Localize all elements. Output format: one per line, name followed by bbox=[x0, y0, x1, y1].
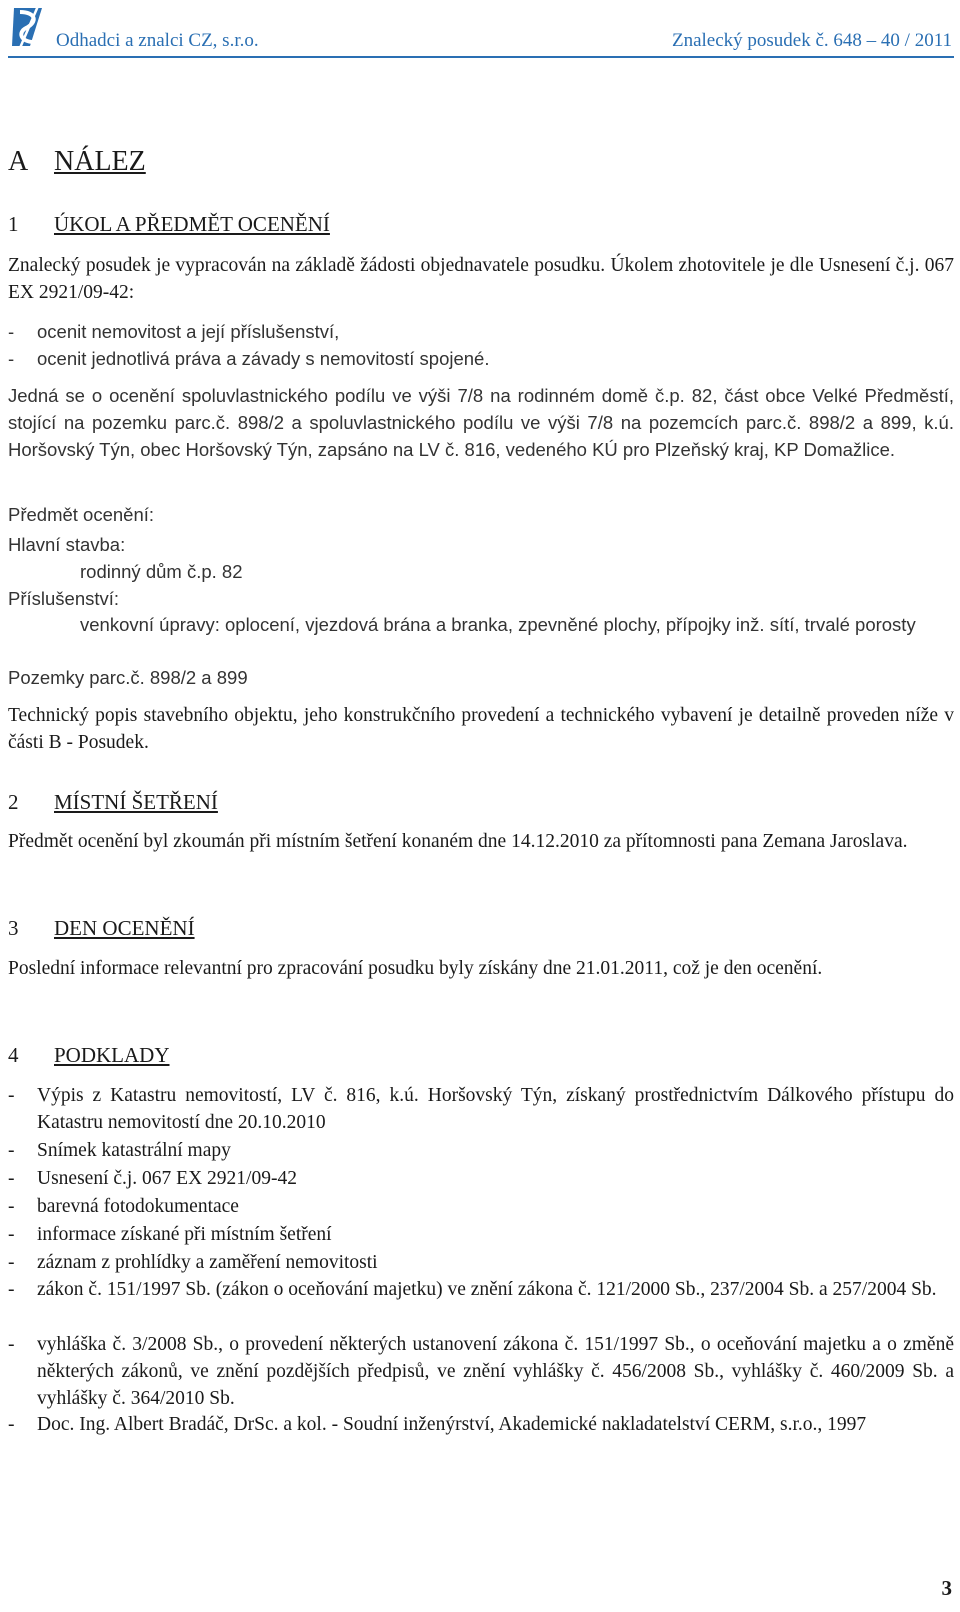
source-item-text: zákon č. 151/1997 Sb. (zákon o oceňování majetku) ve znění zákona č. 121/2000 Sb., 237/2004 Sb. a 257/2004 Sb. bbox=[37, 1279, 937, 1300]
accessories-label: Příslušenství: bbox=[8, 588, 120, 609]
source-item-text: informace získané při místním šetření bbox=[37, 1224, 332, 1245]
bullet-dash: - bbox=[8, 1252, 15, 1273]
heading-4 bbox=[8, 1043, 170, 1068]
bullet-dash: - bbox=[8, 1140, 15, 1161]
accessories-item: venkovní úpravy: oplocení, vjezdová brána a branka, zpevněné plochy, přípojky inž. sítí, trvalé porosty bbox=[80, 614, 916, 635]
bullet-dash: - bbox=[8, 1279, 15, 1300]
source-item-text: Snímek katastrální mapy bbox=[37, 1140, 231, 1161]
subject-label: Předmět ocenění: bbox=[8, 504, 155, 525]
heading-4-number: 4 bbox=[8, 1043, 19, 1067]
source-item bbox=[8, 1193, 954, 1220]
page-number: 3 bbox=[941, 1576, 952, 1600]
section-letter: A bbox=[8, 146, 29, 177]
bullet-dash: - bbox=[8, 1414, 15, 1435]
heading-2-number: 2 bbox=[8, 790, 19, 814]
bullet-dash: - bbox=[8, 321, 15, 342]
header-report-number: Znalecký posudek č. 648 – 40 / 2011 bbox=[671, 30, 952, 51]
header-company: Odhadci a znalci CZ, s.r.o. bbox=[56, 30, 259, 51]
bullet-dash: - bbox=[8, 1334, 15, 1355]
heading-2-title: MÍSTNÍ ŠETŘENÍ bbox=[54, 790, 218, 814]
source-item-text: Výpis z Katastru nemovitostí, LV č. 816, k.ú. Horšovský Týn, získaný prostřednictvím Dálkového přístupu do Katastru nemovitostí dne 20.10.2010 bbox=[37, 1085, 954, 1133]
header-divider bbox=[8, 56, 954, 58]
heading-1-number: 1 bbox=[8, 212, 19, 236]
section-heading bbox=[8, 146, 146, 178]
source-item-text: barevná fotodokumentace bbox=[37, 1196, 239, 1217]
bullet-dash: - bbox=[8, 1196, 15, 1217]
heading-1 bbox=[8, 212, 330, 237]
land-line: Pozemky parc.č. 898/2 a 899 bbox=[8, 667, 248, 688]
s1-intro: Znalecký posudek je vypracován na základě žádosti objednavatele posudku. Úkolem zhotovitele je dle Usnesení č.j. 067 EX 2921/09-42: bbox=[8, 255, 954, 303]
technical-note: Technický popis stavebního objektu, jeho konstrukčního provedení a technického vybavení je detailně proveden níže v části B - Posudek. bbox=[8, 705, 954, 753]
s1-bullet bbox=[8, 318, 954, 345]
source-item bbox=[8, 1276, 954, 1303]
bullet-dash: - bbox=[8, 1168, 15, 1189]
source-item bbox=[8, 1082, 954, 1136]
s2-text: Předmět ocenění byl zkoumán při místním šetření konaném dne 14.12.2010 za přítomnosti pana Zemana Jaroslava. bbox=[8, 831, 908, 852]
s3-text: Poslední informace relevantní pro zpracování posudku byly získány dne 21.01.2011, což je den ocenění. bbox=[8, 958, 823, 979]
heading-3-title: DEN OCENĚNÍ bbox=[54, 916, 195, 940]
source-item-text: Doc. Ing. Albert Bradáč, DrSc. a kol. - Soudní inženýrství, Akademické nakladatelství CERM, s.r.o., 1997 bbox=[37, 1414, 867, 1435]
bullet-dash: - bbox=[8, 1085, 15, 1106]
heading-1-title: ÚKOL A PŘEDMĚT OCENĚNÍ bbox=[54, 212, 330, 236]
source-item bbox=[8, 1331, 954, 1412]
heading-4-title: PODKLADY bbox=[54, 1043, 170, 1067]
s1-description: Jedná se o ocenění spoluvlastnického podílu ve výši 7/8 na rodinném domě č.p. 82, část obce Velké Předměstí, stojící na pozemku parc.č. 898/2 a spoluvlastnického podílu ve výši 7/8 na pozemcích parc.č. 898/2 a 899, k.ú. Horšovský Týn, obec Horšovský Týn, zapsáno na LV č. 816, vedeného KÚ pro Plzeňský kraj, KP Domažlice. bbox=[8, 385, 954, 460]
s1-bullet bbox=[8, 345, 954, 372]
s1-bullet-text: ocenit nemovitost a její příslušenství, bbox=[37, 321, 340, 342]
heading-2 bbox=[8, 790, 218, 815]
company-logo bbox=[8, 2, 48, 50]
source-item bbox=[8, 1249, 954, 1276]
bullet-dash: - bbox=[8, 1224, 15, 1245]
s1-bullet-text: ocenit jednotlivá práva a závady s nemovitostí spojené. bbox=[37, 348, 490, 369]
source-item bbox=[8, 1221, 954, 1248]
heading-3 bbox=[8, 916, 195, 941]
source-item-text: vyhláška č. 3/2008 Sb., o provedení některých ustanovení zákona č. 151/1997 Sb., o oceňování majetku a o změně některých zákonů, ve znění pozdějších předpisů, ve znění vyhlášky č. 456/2008 Sb., vyhlášky č. 460/2009 Sb. a vyhlášky č. 364/2010 Sb. bbox=[37, 1334, 954, 1409]
source-item bbox=[8, 1165, 954, 1192]
section-title: NÁLEZ bbox=[54, 146, 146, 177]
source-item-text: záznam z prohlídky a zaměření nemovitosti bbox=[37, 1252, 378, 1273]
source-item bbox=[8, 1137, 954, 1164]
main-building-label: Hlavní stavba: bbox=[8, 534, 126, 555]
bullet-dash: - bbox=[8, 348, 15, 369]
source-item bbox=[8, 1411, 954, 1438]
source-item-text: Usnesení č.j. 067 EX 2921/09-42 bbox=[37, 1168, 297, 1189]
main-building-item: rodinný dům č.p. 82 bbox=[80, 561, 243, 582]
heading-3-number: 3 bbox=[8, 916, 19, 940]
